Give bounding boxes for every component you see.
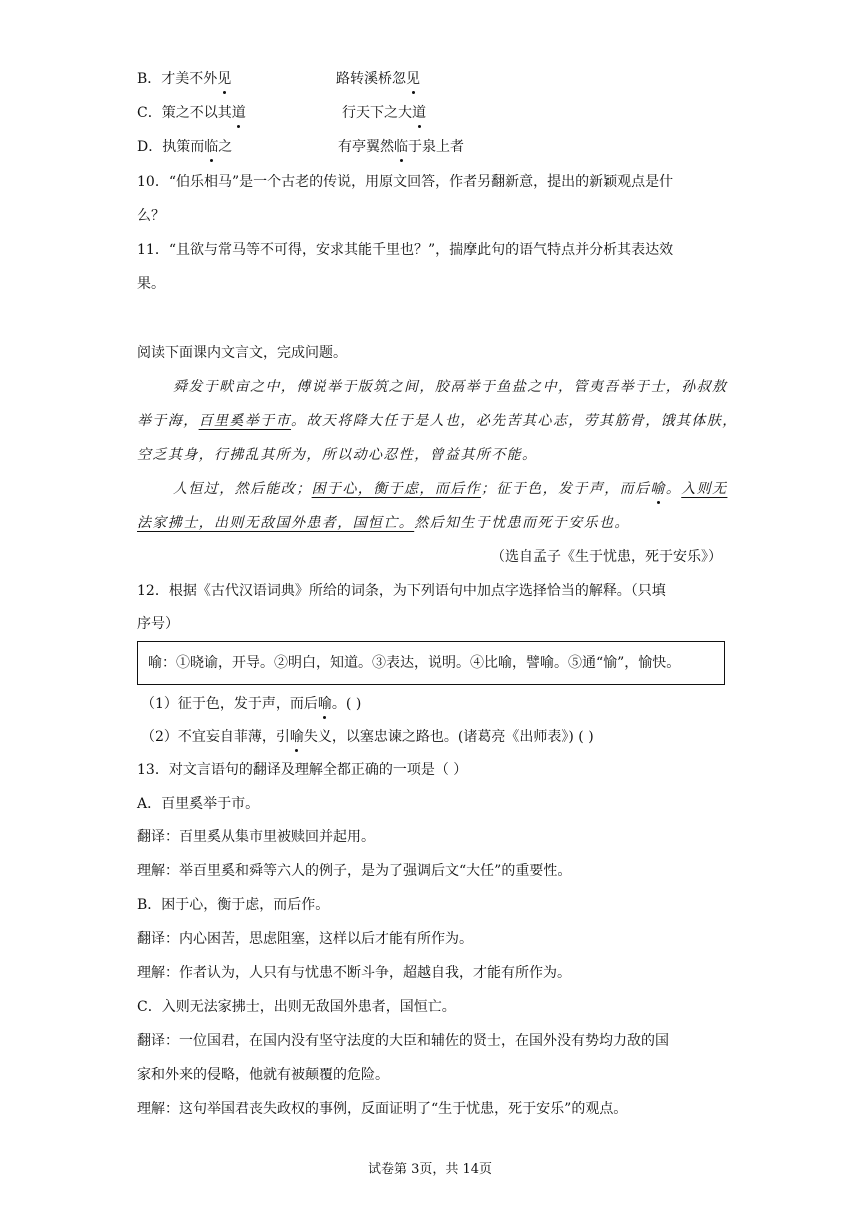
option-b-left-text: B．才美不外 [137, 71, 218, 87]
option-d-right-dotted-char: 临 [394, 139, 408, 155]
page-footer: 试卷第 3页，共 14页 [367, 1162, 493, 1177]
option-b-dotted-char: 见 [217, 71, 232, 87]
passage-dotted-char: 喻 [650, 481, 666, 497]
question-12-item-2-dotted-char: 喻 [289, 729, 304, 745]
option-c [137, 103, 246, 123]
option-d-right-text: 有亭翼然 [338, 139, 394, 155]
option-c-right-text: 行天下之大 [342, 105, 412, 121]
question-13-option-a-understanding: 理解：举百里奚和舜等六人的例子，是为了强调后文“大任”的重要性。 [137, 863, 572, 879]
passage-line-2 [137, 411, 738, 431]
option-d-left-text: D．执策而 [137, 139, 205, 155]
option-d-left-tail: 之 [218, 139, 233, 155]
dictionary-entry-box [137, 641, 725, 685]
question-13-option-a-translation: 翻译：百里奚从集市里被赎回并起用。 [137, 829, 375, 845]
passage-underlined-sentence-3-end: 法家拂士，出则无敌国外患者，国恒亡。 [137, 515, 415, 531]
dictionary-entry-text: 喻：①晓谕，开导。②明白，知道。③表达，说明。④比喻，譬喻。⑤通“愉”，愉快。 [148, 655, 681, 671]
question-10-line1: 10．“伯乐相马”是一个古老的传说，用原文回答，作者另翻新意，提出的新颖观点是什 [137, 174, 674, 190]
option-c-right-dotted-char: 道 [412, 105, 426, 121]
question-12-item-2-blank: 失义，以塞忠谏之路也。(诸葛亮《出师表》) ( ) [303, 729, 594, 745]
question-11-line2: 果。 [137, 276, 165, 292]
option-c-left-text: C．策之不以其 [137, 105, 232, 121]
question-13-option-c-translation-line2: 家和外来的侵略，他就有被颠覆的危险。 [137, 1067, 389, 1083]
passage-line-1: 舜发于畎亩之中，傅说举于版筑之间，胶鬲举于鱼盐之中，管夷吾举于士，孙叔敖 [173, 379, 728, 395]
passage-line-5-tail: 然后知生于忧患而死于安乐也。 [414, 515, 630, 531]
passage-source: （选自孟子《生于忧患，死于安乐》） [491, 549, 722, 565]
question-10-line2: 么？ [137, 208, 165, 224]
question-13-option-b-translation: 翻译：内心困苦，思虑阻塞，这样以后才能有所作为。 [137, 931, 473, 947]
option-b [137, 69, 231, 89]
passage-line-4-mid: ；征于色，发于声，而后 [481, 481, 651, 497]
question-12-line1: 12．根据《古代汉语词典》所给的词条，为下列语句中加点字选择恰当的解释。（只填 [137, 583, 666, 599]
section-instructions: 阅读下面课内文言文，完成问题。 [137, 345, 347, 361]
question-12-item-2-text: （2）不宜妄自菲薄，引 [141, 729, 290, 745]
question-12-item-1 [141, 694, 361, 714]
question-13-option-c: C．入则无法家拂士，出则无敌国外患者，国恒亡。 [137, 999, 456, 1015]
passage-line-4-punct: 。 [665, 481, 682, 497]
option-d-right [338, 137, 464, 157]
question-13-option-c-understanding: 理解：这句举国君丧失政权的事例，反面证明了“生于忧患，死于安乐”的观点。 [137, 1101, 628, 1117]
passage-line-2-text: 举于海， [137, 413, 199, 429]
question-13-option-c-translation-line1: 翻译：一位国君，在国内没有坚守法度的大臣和辅佐的贤士，在国外没有势均力敌的国 [137, 1033, 669, 1049]
passage-line-4 [173, 479, 727, 499]
option-b-right-text: 路转溪桥忽 [336, 71, 406, 87]
passage-line-3: 空乏其身，行拂乱其所为，所以动心忍性，曾益其所不能。 [137, 447, 538, 463]
option-d-dotted-char: 临 [204, 139, 219, 155]
question-12-item-1-dotted-char: 喻 [317, 696, 332, 712]
question-12-item-2 [141, 727, 594, 747]
option-c-dotted-char: 道 [231, 105, 246, 121]
passage-underlined-sentence-3-start: 入则无 [681, 481, 728, 497]
passage-line-4-text: 人恒过，然后能改； [173, 481, 312, 497]
option-b-right [336, 69, 420, 89]
question-13-option-b-understanding: 理解：作者认为，人只有与忧患不断斗争，超越自我，才能有所作为。 [137, 965, 571, 981]
question-12-item-1-blank: 。( ) [331, 696, 362, 712]
passage-underlined-sentence-1: 百里奚举于市 [198, 413, 292, 429]
passage-line-5 [137, 513, 630, 533]
question-11-line1: 11．“且欲与常马等不可得，安求其能千里也？”，揣摩此句的语气特点并分析其表达效 [137, 242, 674, 258]
question-13-option-b: B．困于心，衡于虑，而后作。 [137, 897, 330, 913]
passage-underlined-sentence-2: 困于心，衡于虑，而后作 [311, 481, 482, 497]
option-d [137, 137, 232, 157]
question-13-option-a: A．百里奚举于市。 [137, 796, 260, 812]
option-d-right-tail: 于泉上者 [408, 139, 464, 155]
option-b-right-dotted-char: 见 [406, 71, 420, 87]
question-12-item-1-text: （1）征于色，发于声，而后 [141, 696, 318, 712]
question-12-line2: 序号） [137, 616, 179, 632]
passage-line-2-tail: 。故天将降大任于是人也，必先苦其心志，劳其筋骨，饿其体肤， [291, 413, 738, 429]
question-13-stem: 13．对文言语句的翻译及理解全都正确的一项是（ ） [137, 762, 468, 778]
option-c-right [342, 103, 426, 123]
